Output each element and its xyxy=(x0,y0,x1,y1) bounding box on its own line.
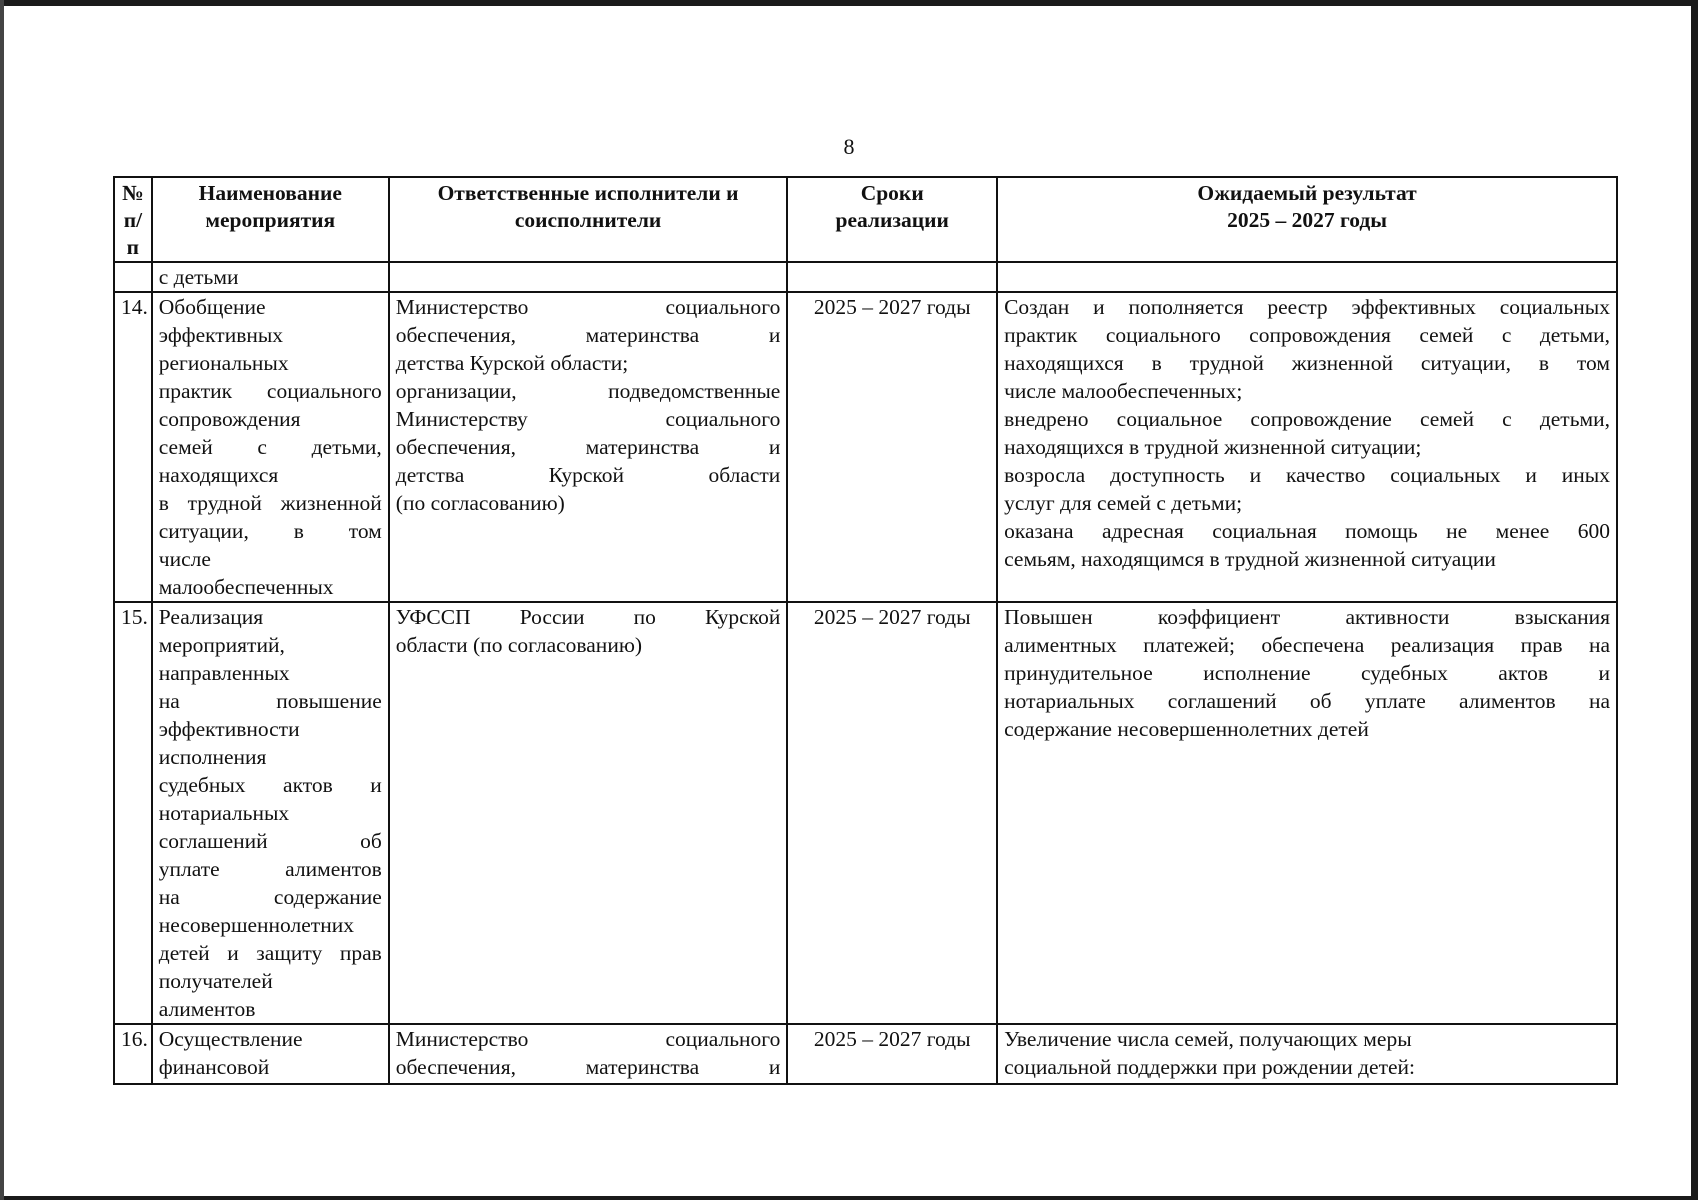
table-row xyxy=(114,292,1617,602)
header-name-line: Наименование xyxy=(198,181,342,205)
cell-line: исполнения xyxy=(158,745,267,769)
cell-line: судебных актов и xyxy=(158,773,382,797)
header-terms-line: реализации xyxy=(835,208,949,232)
cell-line: Министерство социального xyxy=(395,1027,781,1051)
cell-line: в трудной жизненной xyxy=(158,491,382,515)
header-executors xyxy=(389,177,788,262)
table-header-row xyxy=(114,177,1617,262)
page-number: 8 xyxy=(843,134,855,159)
header-name xyxy=(152,177,389,262)
cell-terms: 2025 – 2027 годы xyxy=(787,292,997,602)
table-row xyxy=(114,602,1617,1024)
cell-line: находящихся xyxy=(158,463,279,487)
cell-line: Обобщение xyxy=(158,295,266,319)
table-row-continuation xyxy=(114,262,1617,292)
cell-executors xyxy=(389,292,788,602)
cell-line: числе малообеспеченных; xyxy=(1004,379,1243,403)
cell-line: возросла доступность и качество социальных и иных xyxy=(1004,463,1610,487)
cell-name xyxy=(152,292,389,602)
cell-line: уплате алиментов xyxy=(158,857,382,881)
cell-name xyxy=(152,1024,389,1084)
scan-border-left xyxy=(0,0,4,1200)
cell-line: малообеспеченных xyxy=(158,575,334,599)
cell-executors xyxy=(389,602,788,1024)
cell-line: детей и защиту прав xyxy=(158,941,382,965)
cell-line: оказана адресная социальная помощь не менее 600 xyxy=(1004,519,1610,543)
cell-line: сопровождения xyxy=(158,407,301,431)
cell-line: на содержание xyxy=(158,885,382,909)
header-terms xyxy=(787,177,997,262)
cell-result xyxy=(997,262,1617,292)
cell-line: алиментных платежей; обеспечена реализация прав на xyxy=(1004,633,1610,657)
header-result-line: 2025 – 2027 годы xyxy=(1227,208,1387,232)
cell-line: Повышен коэффициент активности взыскания xyxy=(1004,605,1610,629)
cell-line: нотариальных xyxy=(158,801,290,825)
header-number-line: п xyxy=(126,235,140,259)
header-number-line: № xyxy=(122,181,144,205)
header-number xyxy=(114,177,152,262)
cell-name xyxy=(152,602,389,1024)
cell-line: на повышение xyxy=(158,689,382,713)
cell-line: внедрено социальное сопровождение семей с детьми, xyxy=(1004,407,1610,431)
cell-line: организации, подведомственные xyxy=(395,379,781,403)
cell-line: практик социального сопровождения семей с детьми, xyxy=(1004,323,1610,347)
cell-line: направленных xyxy=(158,661,290,685)
cell-number: 15. xyxy=(114,602,152,1024)
scan-border-bottom xyxy=(0,1196,1698,1200)
cell-line: детства Курской области; xyxy=(395,351,629,375)
cell-number: 14. xyxy=(114,292,152,602)
cell-line: услуг для семей с детьми; xyxy=(1004,491,1243,515)
cell-result xyxy=(997,1024,1617,1084)
header-name-line: мероприятия xyxy=(205,208,336,232)
scan-border-right xyxy=(1691,0,1698,1200)
cell-line: области (по согласованию) xyxy=(395,633,643,657)
header-result xyxy=(997,177,1617,262)
cell-line: эффективности xyxy=(158,717,300,741)
cell-line: эффективных xyxy=(158,323,284,347)
cell-terms xyxy=(787,262,997,292)
cell-line: (по согласованию) xyxy=(395,491,565,515)
cell-line: Осуществление xyxy=(158,1027,303,1051)
header-executors-line: соисполнители xyxy=(514,208,662,232)
cell-result xyxy=(997,602,1617,1024)
cell-line: региональных xyxy=(158,351,289,375)
cell-line: находящихся в трудной жизненной ситуации; xyxy=(1004,435,1422,459)
cell-number xyxy=(114,262,152,292)
cell-line: обеспечения, материнства и xyxy=(395,435,781,459)
cell-line: находящихся в трудной жизненной ситуации, в том xyxy=(1004,351,1610,375)
cell-executors xyxy=(389,262,788,292)
header-executors-line: Ответственные исполнители и xyxy=(437,181,739,205)
cell-terms: 2025 – 2027 годы xyxy=(787,1024,997,1084)
cell-line: УФССП России по Курской xyxy=(395,605,781,629)
cell-line: Министерству социального xyxy=(395,407,781,431)
cell-line: обеспечения, материнства и xyxy=(395,1055,781,1079)
header-number-line: п/ xyxy=(123,208,143,232)
cell-line: детства Курской области xyxy=(395,463,781,487)
cell-line: мероприятий, xyxy=(158,633,285,657)
scan-border-top xyxy=(0,0,1698,6)
cell-line: принудительное исполнение судебных актов и xyxy=(1004,661,1610,685)
cell-line: несовершеннолетних xyxy=(158,913,354,937)
cell-line: социальной поддержки при рождении детей: xyxy=(1004,1055,1416,1079)
cell-line: нотариальных соглашений об уплате алиментов на xyxy=(1004,689,1610,713)
cell-line: ситуации, в том xyxy=(158,519,382,543)
cell-line: числе xyxy=(158,547,211,571)
cell-line: семьям, находящимся в трудной жизненной ситуации xyxy=(1004,547,1496,571)
action-plan-table xyxy=(113,176,1618,1085)
cell-number: 16. xyxy=(114,1024,152,1084)
cell-line: Реализация xyxy=(158,605,264,629)
cell-name: с детьми xyxy=(152,262,389,292)
cell-line: финансовой xyxy=(158,1055,270,1079)
cell-line: содержание несовершеннолетних детей xyxy=(1004,717,1369,741)
header-terms-line: Сроки xyxy=(860,181,924,205)
header-result-line: Ожидаемый результат xyxy=(1197,181,1417,205)
cell-line: Создан и пополняется реестр эффективных социальных xyxy=(1004,295,1610,319)
cell-line: Министерство социального xyxy=(395,295,781,319)
cell-line: алиментов xyxy=(158,997,256,1021)
cell-terms: 2025 – 2027 годы xyxy=(787,602,997,1024)
cell-result xyxy=(997,292,1617,602)
cell-line: семей с детьми, xyxy=(158,435,382,459)
cell-line: соглашений об xyxy=(158,829,382,853)
cell-line: Увеличение числа семей, получающих меры xyxy=(1004,1027,1412,1051)
cell-line: практик социального xyxy=(158,379,382,403)
cell-line: получателей xyxy=(158,969,273,993)
table-row xyxy=(114,1024,1617,1084)
cell-executors xyxy=(389,1024,788,1084)
cell-line: обеспечения, материнства и xyxy=(395,323,781,347)
